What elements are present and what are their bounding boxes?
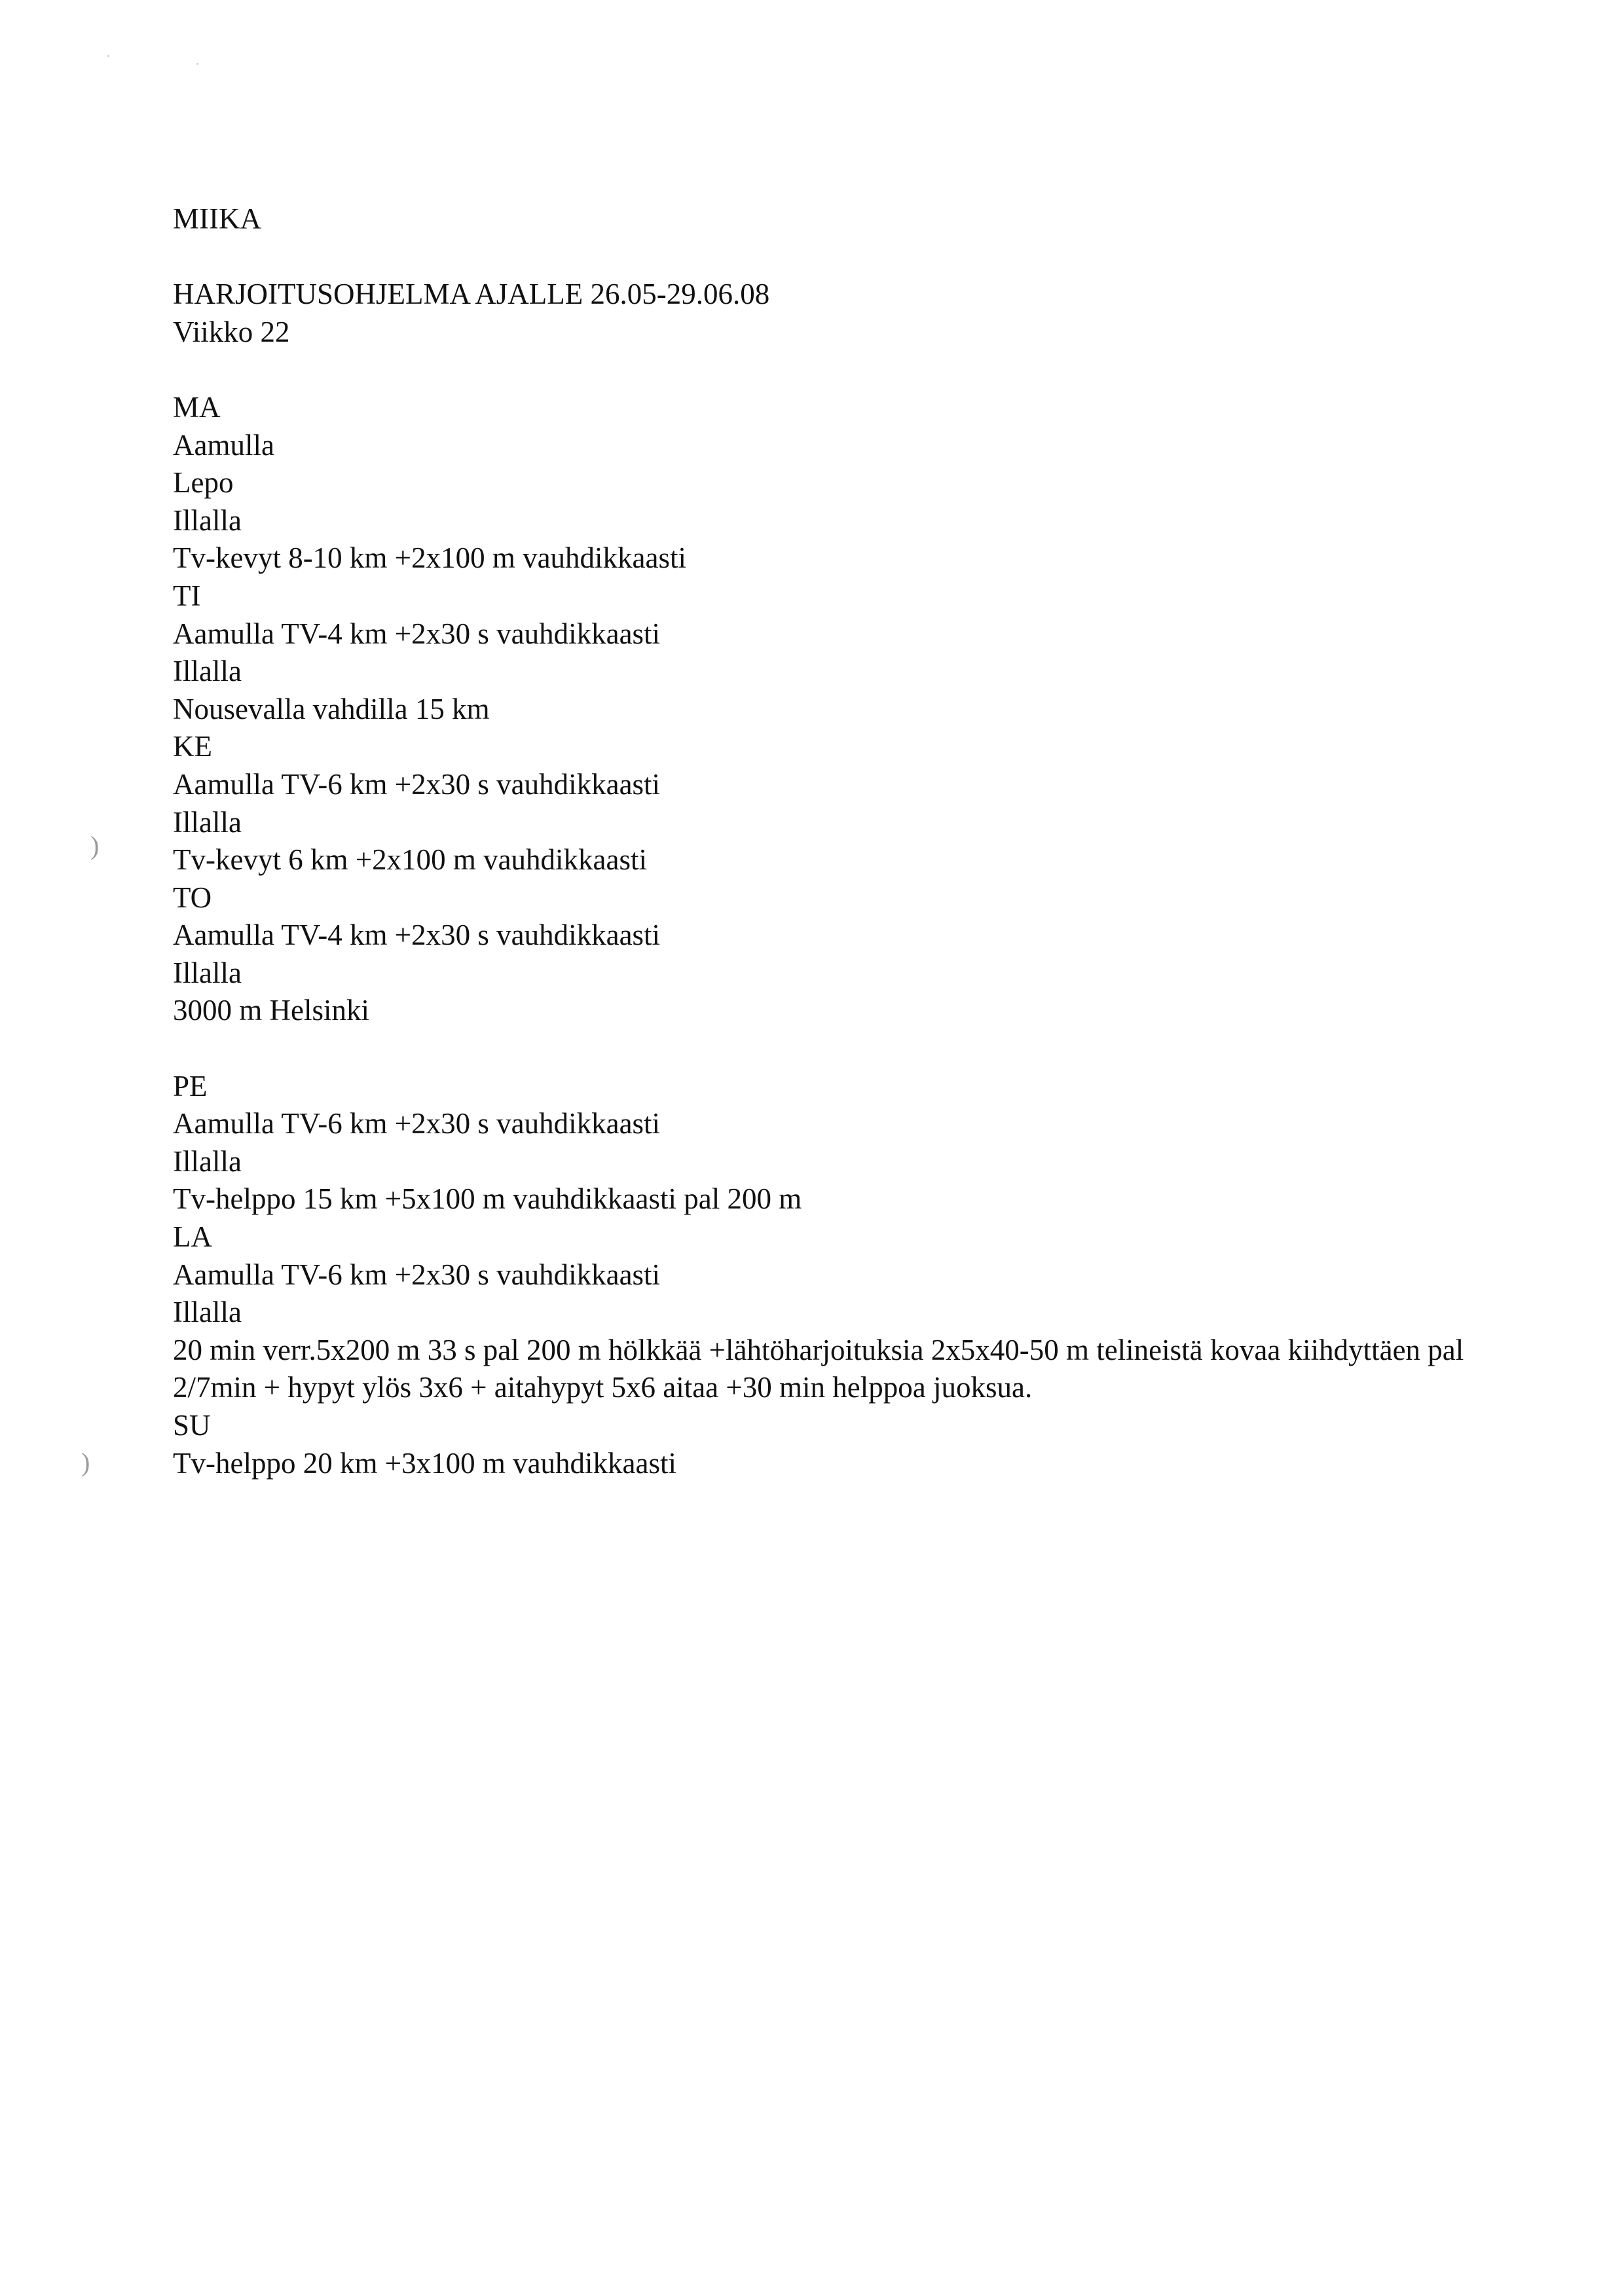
day-heading: MA bbox=[173, 390, 221, 424]
day-line: Illalla bbox=[173, 1144, 242, 1178]
day-line: Tv-helppo 20 km +3x100 m vauhdikkaasti bbox=[173, 1446, 677, 1480]
day-line: Illalla bbox=[173, 956, 242, 989]
spacer bbox=[173, 238, 1483, 276]
day-line: Aamulla bbox=[173, 428, 274, 462]
day-line: Aamulla TV-4 km +2x30 s vauhdikkaasti bbox=[173, 919, 661, 952]
day-block-pe bbox=[173, 1068, 1483, 1218]
scan-dot-top-2 bbox=[196, 63, 198, 65]
day-line: Tv-helppo 15 km +5x100 m vauhdikkaasti pal 200 m bbox=[173, 1182, 802, 1216]
day-line: Tv-kevyt 6 km +2x100 m vauhdikkaasti bbox=[173, 843, 648, 877]
day-line-long: 20 min verr.5x200 m 33 s pal 200 m hölkkää +lähtöharjoituksia 2x5x40-50 m telineistä kovaa kiihdyttäen pal 2/7min + hypyt ylös 3x6 + aitahypyt 5x6 aitaa +30 min helppoa juoksua. bbox=[173, 1333, 1464, 1404]
day-heading: TO bbox=[173, 881, 212, 914]
day-heading: TI bbox=[173, 579, 201, 612]
day-line: 3000 m Helsinki bbox=[173, 994, 369, 1027]
day-line: Aamulla TV-6 km +2x30 s vauhdikkaasti bbox=[173, 767, 661, 801]
day-line: Illalla bbox=[173, 1296, 242, 1329]
day-heading: LA bbox=[173, 1220, 212, 1254]
day-line: Illalla bbox=[173, 805, 242, 839]
day-line: Illalla bbox=[173, 655, 242, 688]
day-line: Illalla bbox=[173, 503, 242, 537]
day-block-la bbox=[173, 1218, 1483, 1407]
day-line: Tv-kevyt 8-10 km +2x100 m vauhdikkaasti bbox=[173, 541, 687, 575]
day-heading: PE bbox=[173, 1069, 208, 1102]
day-block-ti bbox=[173, 577, 1483, 728]
day-block-su bbox=[173, 1407, 1483, 1482]
scan-speck-left-2: ) bbox=[81, 1448, 90, 1477]
day-block-to bbox=[173, 879, 1483, 1030]
day-line: Aamulla TV-6 km +2x30 s vauhdikkaasti bbox=[173, 1107, 661, 1140]
week-label: Viikko 22 bbox=[173, 315, 290, 348]
document-content bbox=[173, 200, 1483, 1482]
spacer bbox=[173, 351, 1483, 389]
day-heading: SU bbox=[173, 1409, 211, 1442]
spacer bbox=[173, 1030, 1483, 1068]
day-line: Aamulla TV-6 km +2x30 s vauhdikkaasti bbox=[173, 1258, 661, 1291]
day-heading: KE bbox=[173, 730, 212, 763]
day-block-ke bbox=[173, 728, 1483, 879]
athlete-name: MIIKA bbox=[173, 202, 261, 235]
program-title: HARJOITUSOHJELMA AJALLE 26.05-29.06.08 bbox=[173, 278, 770, 311]
day-line: Lepo bbox=[173, 466, 234, 500]
day-line: Nousevalla vahdilla 15 km bbox=[173, 692, 490, 725]
day-block-ma bbox=[173, 389, 1483, 577]
day-line: Aamulla TV-4 km +2x30 s vauhdikkaasti bbox=[173, 617, 661, 650]
scan-dot-top-1 bbox=[107, 55, 109, 57]
scan-speck-left-1: ) bbox=[90, 831, 100, 860]
